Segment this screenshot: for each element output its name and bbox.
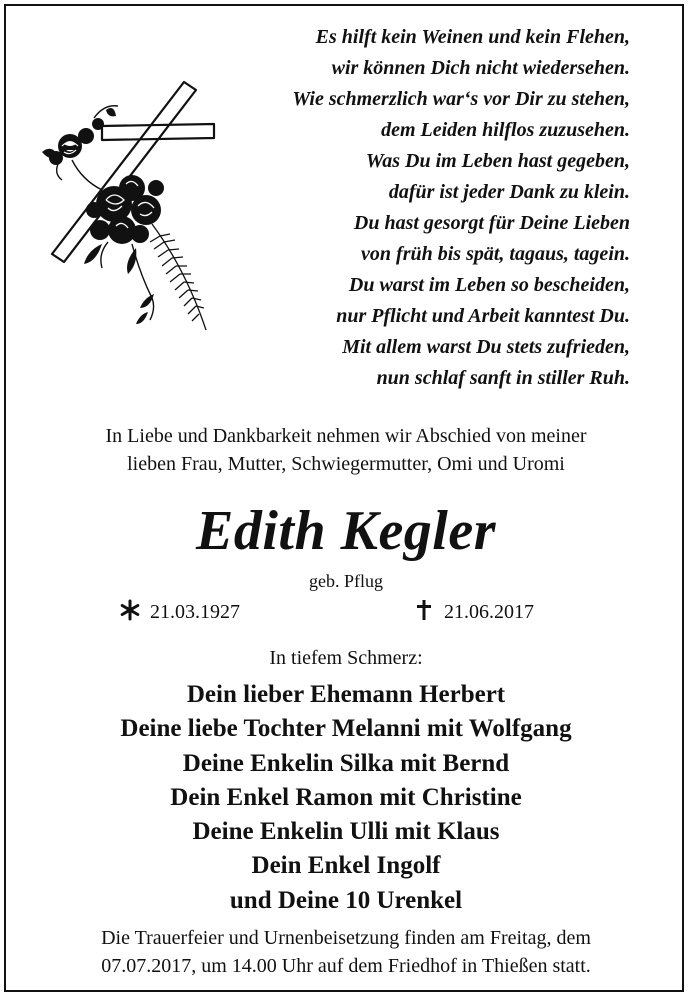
asterisk-birth-icon xyxy=(118,598,142,622)
mourners-list xyxy=(0,678,692,918)
poem-line: Was Du im Leben hast gegeben, xyxy=(365,150,630,172)
funeral-notice xyxy=(10,924,682,980)
intro-line: In Liebe und Dankbarkeit nehmen wir Abschied von meiner xyxy=(105,425,587,447)
mourner-entry: und Deine 10 Urenkel xyxy=(229,886,463,914)
poem-line: Du hast gesorgt für Deine Lieben xyxy=(353,212,630,234)
poem-line: Du warst im Leben so bescheiden, xyxy=(348,274,630,296)
poem-line: nur Pflicht und Arbeit kanntest Du. xyxy=(336,305,630,327)
mourner-entry: Dein Enkel Ingolf xyxy=(251,852,441,880)
grief-line: In tiefem Schmerz: xyxy=(269,647,423,669)
poem-line: von früh bis spät, tagaus, tagein. xyxy=(361,243,630,265)
poem-line: dem Leiden hilflos zuzusehen. xyxy=(381,119,630,141)
notice-line: 07.07.2017, um 14.00 Uhr auf dem Friedhof in Thießen statt. xyxy=(101,955,591,977)
birth-date: 21.03.1927 xyxy=(150,601,240,623)
mourner-entry: Deine Enkelin Silka mit Bernd xyxy=(182,749,510,777)
notice-line: Die Trauerfeier und Urnenbeisetzung finden am Freitag, dem xyxy=(101,927,591,949)
mourner-entry: Dein lieber Ehemann Herbert xyxy=(186,681,506,708)
mourner-entry: Deine liebe Tochter Melanni mit Wolfgang xyxy=(120,715,572,743)
death-date: 21.06.2017 xyxy=(444,601,534,623)
poem-line: Wie schmerzlich war‘s vor Dir zu stehen, xyxy=(292,88,630,110)
birth-date-row xyxy=(118,596,240,628)
deceased-name: Edith Kegler xyxy=(195,500,497,562)
cross-death-icon xyxy=(412,598,436,622)
poem-line: Es hilft kein Weinen und kein Flehen, xyxy=(315,26,630,48)
mourner-entry: Deine Enkelin Ulli mit Klaus xyxy=(192,818,500,846)
poem-line: wir können Dich nicht wiedersehen. xyxy=(331,57,630,79)
intro-line: lieben Frau, Mutter, Schwiegermutter, Omi und Uromi xyxy=(127,453,565,475)
maiden-name: geb. Pflug xyxy=(309,571,383,591)
cross-with-roses-icon xyxy=(36,80,216,336)
poem-line: dafür ist jeder Dank zu klein. xyxy=(388,181,630,203)
poem-line: nun schlaf sanft in stiller Ruh. xyxy=(376,367,630,389)
death-date-row xyxy=(412,596,534,628)
poem-line: Mit allem warst Du stets zufrieden, xyxy=(342,336,630,358)
mourner-entry: Dein Enkel Ramon mit Christine xyxy=(170,783,522,811)
memorial-poem xyxy=(210,22,630,394)
farewell-intro xyxy=(20,422,672,478)
